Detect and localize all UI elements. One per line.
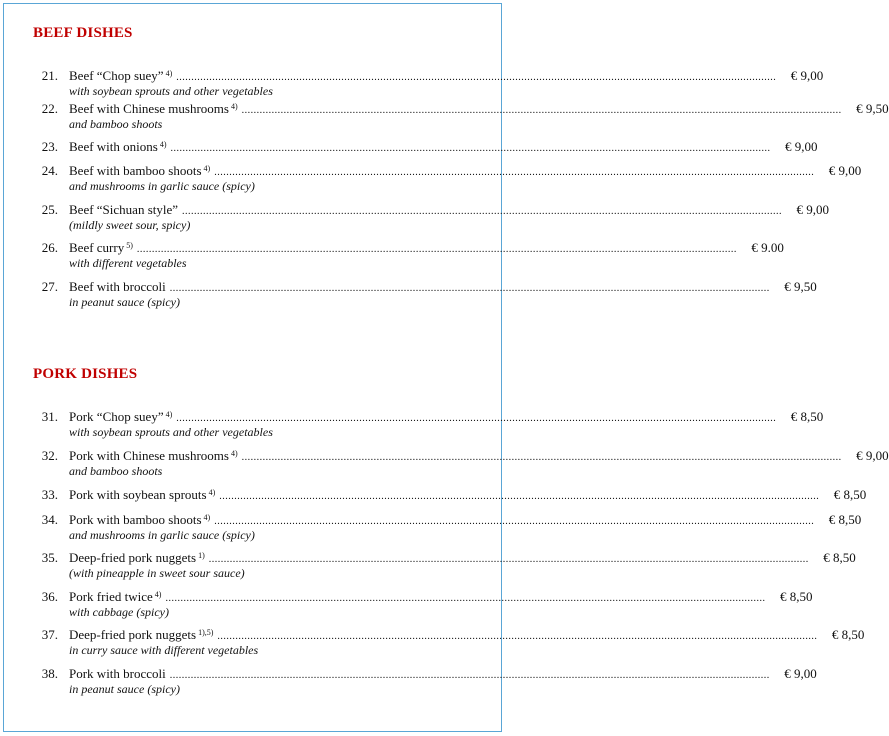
item-number: 33. — [41, 487, 58, 502]
menu-item — [0, 512, 862, 552]
item-line — [69, 550, 856, 566]
item-price: € 9,00 — [796, 202, 830, 217]
item-price: € 8,50 — [790, 409, 824, 424]
menu-item — [0, 163, 862, 203]
item-description: and mushrooms in garlic sauce (spicy) — [69, 179, 255, 193]
allergen-note: 4) — [154, 590, 162, 599]
dot-leader: ........................................................................................................................................................................................................ — [217, 631, 818, 642]
menu-item — [0, 279, 817, 319]
item-description: (with pineapple in sweet sour sauce) — [69, 566, 245, 580]
item-price: € 8,50 — [831, 627, 865, 642]
item-line — [69, 487, 867, 503]
item-name-text: Pork with Chinese mushrooms — [69, 448, 229, 463]
item-line — [69, 512, 862, 528]
item-line — [69, 627, 865, 643]
item-price: € 9,00 — [856, 448, 889, 463]
item-price: € 8,50 — [779, 589, 813, 604]
allergen-note: 5) — [126, 241, 133, 250]
section-title: BEEF DISHES — [33, 25, 133, 41]
item-name — [69, 101, 238, 117]
allergen-note: 4) — [165, 410, 173, 419]
item-number: 24. — [41, 163, 58, 178]
dot-leader: ........................................................................................................................................................................................................ — [241, 452, 842, 463]
item-name — [69, 202, 178, 218]
dot-leader: ........................................................................................................................................................................................................ — [214, 167, 815, 178]
item-price: € 9,00 — [828, 163, 862, 178]
item-name — [69, 68, 172, 84]
item-name — [69, 666, 166, 682]
item-description: in peanut sauce (spicy) — [69, 682, 180, 696]
item-description: and bamboo shoots — [69, 464, 163, 478]
allergen-note: 4) — [203, 513, 211, 522]
allergen-note: 4) — [230, 102, 238, 111]
dot-leader: ........................................................................................................................................................................................................ — [176, 72, 777, 83]
item-price: € 9.00 — [751, 240, 784, 255]
item-number: 23. — [41, 139, 58, 154]
item-price: € 8,50 — [823, 550, 856, 565]
item-name — [69, 589, 161, 605]
dot-leader: ........................................................................................................................................................................................................ — [219, 491, 820, 502]
dot-leader: ........................................................................................................................................................................................................ — [169, 670, 770, 681]
item-description: in peanut sauce (spicy) — [69, 295, 180, 309]
item-price: € 8,50 — [833, 487, 867, 502]
item-number: 21. — [41, 68, 58, 83]
item-number: 35. — [41, 550, 58, 565]
dot-leader: ........................................................................................................................................................................................................ — [165, 593, 766, 604]
allergen-note: 4) — [159, 140, 167, 149]
item-name-text: Beef with broccoli — [69, 279, 166, 294]
item-line — [69, 589, 813, 605]
item-name-text: Pork with broccoli — [69, 666, 166, 681]
item-price: € 9,00 — [790, 68, 824, 83]
section-title: PORK DISHES — [33, 366, 138, 382]
menu-item — [0, 448, 889, 488]
item-description: with soybean sprouts and other vegetables — [69, 84, 273, 98]
menu-item — [0, 409, 824, 449]
item-name — [69, 240, 133, 256]
item-number: 32. — [41, 448, 58, 463]
item-name-text: Pork “Chop suey” — [69, 409, 164, 424]
menu-item — [0, 627, 865, 667]
dot-leader: ........................................................................................................................................................................................................ — [214, 516, 815, 527]
item-number: 27. — [41, 279, 58, 294]
item-name — [69, 487, 215, 503]
item-number: 36. — [41, 589, 58, 604]
item-name-text: Deep-fried pork nuggets — [69, 550, 197, 565]
item-description: and bamboo shoots — [69, 117, 163, 131]
item-name-text: Beef with onions — [69, 139, 158, 154]
allergen-note: 4) — [230, 449, 238, 458]
item-description: with soybean sprouts and other vegetables — [69, 425, 273, 439]
item-name — [69, 627, 213, 643]
dot-leader: ........................................................................................................................................................................................................ — [136, 244, 737, 255]
menu-item — [0, 550, 856, 590]
dot-leader: ........................................................................................................................................................................................................ — [169, 283, 770, 294]
item-line — [69, 101, 889, 117]
menu-item — [0, 589, 813, 629]
item-line — [69, 240, 784, 256]
item-number: 37. — [41, 627, 58, 642]
item-line — [69, 666, 817, 682]
dot-leader: ........................................................................................................................................................................................................ — [170, 143, 771, 154]
item-name-text: Pork fried twice — [69, 589, 153, 604]
menu-item — [0, 240, 784, 280]
item-price: € 9,50 — [856, 101, 889, 116]
item-name-text: Pork with bamboo shoots — [69, 512, 202, 527]
item-name-text: Beef “Chop suey” — [69, 68, 164, 83]
item-line — [69, 68, 824, 84]
allergen-note: 4) — [208, 488, 216, 497]
item-description: with cabbage (spicy) — [69, 605, 169, 619]
item-number: 26. — [41, 240, 58, 255]
item-price: € 8,50 — [828, 512, 862, 527]
item-name — [69, 139, 167, 155]
item-price: € 9,50 — [784, 279, 817, 294]
item-line — [69, 202, 830, 218]
item-name — [69, 409, 172, 425]
item-name — [69, 448, 238, 464]
item-number: 25. — [41, 202, 58, 217]
item-name — [69, 163, 210, 179]
dot-leader: ........................................................................................................................................................................................................ — [182, 206, 783, 217]
item-price: € 9,00 — [784, 666, 817, 681]
item-number: 34. — [41, 512, 58, 527]
item-name-text: Beef with Chinese mushrooms — [69, 101, 229, 116]
allergen-note: 1) — [198, 551, 205, 560]
allergen-note: 4) — [203, 164, 211, 173]
dot-leader: ........................................................................................................................................................................................................ — [241, 105, 842, 116]
item-description: and mushrooms in garlic sauce (spicy) — [69, 528, 255, 542]
item-name — [69, 550, 205, 566]
item-description: in curry sauce with different vegetables — [69, 643, 259, 657]
item-line — [69, 409, 824, 425]
item-name-text: Beef curry — [69, 240, 125, 255]
item-name — [69, 512, 210, 528]
item-name-text: Deep-fried pork nuggets — [69, 627, 197, 642]
item-number: 38. — [41, 666, 58, 681]
menu-item — [0, 101, 889, 141]
item-line — [69, 139, 818, 155]
item-line — [69, 163, 862, 179]
item-price: € 9,00 — [785, 139, 818, 154]
item-name — [69, 279, 166, 295]
menu-item — [0, 202, 830, 242]
item-description: (mildly sweet sour, spicy) — [69, 218, 191, 232]
item-number: 31. — [41, 409, 58, 424]
item-name-text: Beef “Sichuan style” — [69, 202, 179, 217]
menu-item — [0, 666, 817, 706]
item-name-text: Beef with bamboo shoots — [69, 163, 202, 178]
allergen-note: 1),5) — [198, 628, 214, 637]
dot-leader: ........................................................................................................................................................................................................ — [208, 554, 809, 565]
item-description: with different vegetables — [69, 256, 187, 270]
allergen-note: 4) — [165, 69, 173, 78]
item-number: 22. — [41, 101, 58, 116]
item-line — [69, 279, 817, 295]
item-line — [69, 448, 889, 464]
item-name-text: Pork with soybean sprouts — [69, 487, 207, 502]
dot-leader: ........................................................................................................................................................................................................ — [176, 413, 777, 424]
